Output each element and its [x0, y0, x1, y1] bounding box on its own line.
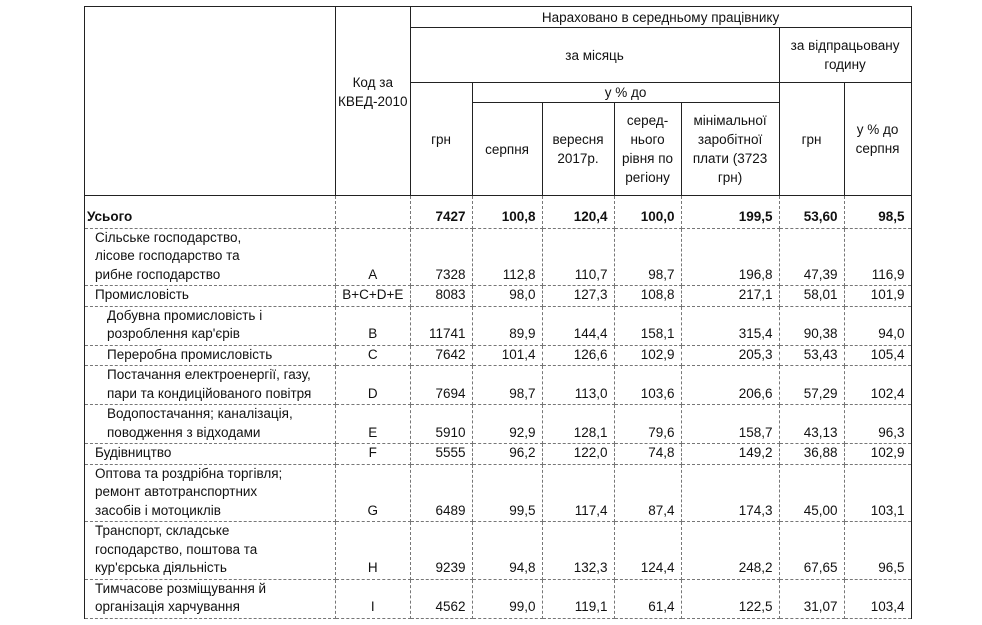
- cell-hour_uah: 31,07: [779, 579, 844, 618]
- cell-uah: 7642: [410, 345, 472, 366]
- cell-uah: 7694: [410, 366, 472, 405]
- cell-minwage: 199,5: [681, 196, 779, 229]
- cell-minwage: 196,8: [681, 228, 779, 286]
- cell-code: H: [336, 522, 411, 580]
- cell-code: [336, 196, 411, 229]
- header-pct-to: у % до: [472, 83, 779, 103]
- cell-region: 87,4: [614, 464, 681, 522]
- cell-uah: 7427: [410, 196, 472, 229]
- table-row: [85, 366, 912, 405]
- header-avg-region: серед-нього рівня по регіону: [614, 103, 681, 196]
- header-blank-cell: [85, 7, 336, 196]
- cell-code: C: [336, 345, 411, 366]
- cell-sep2017: 127,3: [542, 286, 614, 307]
- cell-sep2017: 144,4: [542, 306, 614, 345]
- cell-code: I: [336, 579, 411, 618]
- cell-aug: 99,0: [472, 579, 542, 618]
- cell-aug: 99,5: [472, 464, 542, 522]
- header-pct-to-august: у % до серпня: [844, 83, 911, 196]
- cell-hour_pct: 103,1: [844, 464, 911, 522]
- table-row-total: [85, 196, 912, 229]
- table-row: [85, 286, 912, 307]
- wages-table: [84, 6, 912, 619]
- cell-sep2017: 117,4: [542, 464, 614, 522]
- cell-hour_pct: 102,4: [844, 366, 911, 405]
- cell-region: 102,9: [614, 345, 681, 366]
- table-body: [85, 196, 912, 619]
- row-name: Постачання електроенергії, газу, пари та кондиційованого повітря: [85, 366, 336, 405]
- row-name: Будівництво: [85, 444, 336, 465]
- cell-hour_pct: 96,3: [844, 405, 911, 444]
- cell-hour_pct: 116,9: [844, 228, 911, 286]
- cell-hour_uah: 90,38: [779, 306, 844, 345]
- cell-hour_pct: 101,9: [844, 286, 911, 307]
- cell-sep2017: 113,0: [542, 366, 614, 405]
- header-per-hour: за відпрацьовану годину: [779, 28, 911, 83]
- cell-uah: 7328: [410, 228, 472, 286]
- row-name: Водопостачання; каналізація, поводження з відходами: [85, 405, 336, 444]
- cell-hour_pct: 96,5: [844, 522, 911, 580]
- cell-hour_uah: 47,39: [779, 228, 844, 286]
- cell-minwage: 217,1: [681, 286, 779, 307]
- row-name: Переробна промисловість: [85, 345, 336, 366]
- cell-hour_uah: 57,29: [779, 366, 844, 405]
- cell-uah: 5555: [410, 444, 472, 465]
- cell-code: G: [336, 464, 411, 522]
- cell-minwage: 122,5: [681, 579, 779, 618]
- table-row: [85, 522, 912, 580]
- cell-minwage: 315,4: [681, 306, 779, 345]
- cell-code: F: [336, 444, 411, 465]
- row-name: Оптова та роздрібна торгівля; ремонт автотранспортних засобів і мотоциклів: [85, 464, 336, 522]
- cell-hour_pct: 105,4: [844, 345, 911, 366]
- cell-aug: 94,8: [472, 522, 542, 580]
- cell-minwage: 158,7: [681, 405, 779, 444]
- cell-hour_pct: 98,5: [844, 196, 911, 229]
- table-row: [85, 444, 912, 465]
- cell-hour_uah: 53,60: [779, 196, 844, 229]
- cell-uah: 9239: [410, 522, 472, 580]
- header-uah: грн: [410, 83, 472, 196]
- table-row: [85, 579, 912, 618]
- cell-region: 61,4: [614, 579, 681, 618]
- cell-sep2017: 128,1: [542, 405, 614, 444]
- cell-minwage: 174,3: [681, 464, 779, 522]
- header-september-2017: вересня 2017р.: [542, 103, 614, 196]
- cell-minwage: 205,3: [681, 345, 779, 366]
- table-row: [85, 405, 912, 444]
- table-header: [85, 7, 912, 196]
- table-row: [85, 228, 912, 286]
- cell-uah: 8083: [410, 286, 472, 307]
- row-name: Сільське господарство, лісове господарство та рибне господарство: [85, 228, 336, 286]
- cell-sep2017: 122,0: [542, 444, 614, 465]
- table-row: [85, 306, 912, 345]
- cell-code: B+C+D+E: [336, 286, 411, 307]
- cell-code: A: [336, 228, 411, 286]
- cell-region: 100,0: [614, 196, 681, 229]
- cell-sep2017: 110,7: [542, 228, 614, 286]
- header-code: Код за КВЕД-2010: [336, 7, 411, 196]
- header-main-group: Нараховано в середньому працівнику: [410, 7, 911, 28]
- cell-hour_uah: 45,00: [779, 464, 844, 522]
- cell-hour_uah: 67,65: [779, 522, 844, 580]
- row-name: Транспорт, складське господарство, поштова та кур'єрська діяльність: [85, 522, 336, 580]
- cell-minwage: 149,2: [681, 444, 779, 465]
- cell-aug: 98,7: [472, 366, 542, 405]
- header-august: серпня: [472, 103, 542, 196]
- cell-uah: 11741: [410, 306, 472, 345]
- cell-code: E: [336, 405, 411, 444]
- cell-region: 103,6: [614, 366, 681, 405]
- cell-aug: 92,9: [472, 405, 542, 444]
- cell-aug: 100,8: [472, 196, 542, 229]
- cell-hour_uah: 53,43: [779, 345, 844, 366]
- cell-region: 79,6: [614, 405, 681, 444]
- table-row: [85, 345, 912, 366]
- cell-sep2017: 119,1: [542, 579, 614, 618]
- cell-hour_pct: 103,4: [844, 579, 911, 618]
- row-name: Усього: [85, 196, 336, 229]
- cell-code: B: [336, 306, 411, 345]
- cell-code: D: [336, 366, 411, 405]
- cell-aug: 96,2: [472, 444, 542, 465]
- cell-hour_pct: 94,0: [844, 306, 911, 345]
- cell-hour_pct: 102,9: [844, 444, 911, 465]
- cell-sep2017: 132,3: [542, 522, 614, 580]
- header-min-wage: мінімальної заробітної плати (3723 грн): [681, 103, 779, 196]
- cell-region: 74,8: [614, 444, 681, 465]
- cell-region: 158,1: [614, 306, 681, 345]
- row-name: Тимчасове розміщування й організація харчування: [85, 579, 336, 618]
- cell-sep2017: 126,6: [542, 345, 614, 366]
- cell-hour_uah: 36,88: [779, 444, 844, 465]
- cell-sep2017: 120,4: [542, 196, 614, 229]
- cell-uah: 5910: [410, 405, 472, 444]
- cell-uah: 4562: [410, 579, 472, 618]
- cell-region: 98,7: [614, 228, 681, 286]
- table-row: [85, 464, 912, 522]
- row-name: Добувна промисловість і розроблення кар'єрів: [85, 306, 336, 345]
- cell-hour_uah: 58,01: [779, 286, 844, 307]
- header-uah-hour: грн: [779, 83, 844, 196]
- cell-aug: 112,8: [472, 228, 542, 286]
- cell-minwage: 248,2: [681, 522, 779, 580]
- header-per-month: за місяць: [410, 28, 779, 83]
- cell-region: 108,8: [614, 286, 681, 307]
- cell-aug: 89,9: [472, 306, 542, 345]
- cell-uah: 6489: [410, 464, 472, 522]
- cell-minwage: 206,6: [681, 366, 779, 405]
- cell-region: 124,4: [614, 522, 681, 580]
- cell-aug: 98,0: [472, 286, 542, 307]
- row-name: Промисловість: [85, 286, 336, 307]
- cell-hour_uah: 43,13: [779, 405, 844, 444]
- cell-aug: 101,4: [472, 345, 542, 366]
